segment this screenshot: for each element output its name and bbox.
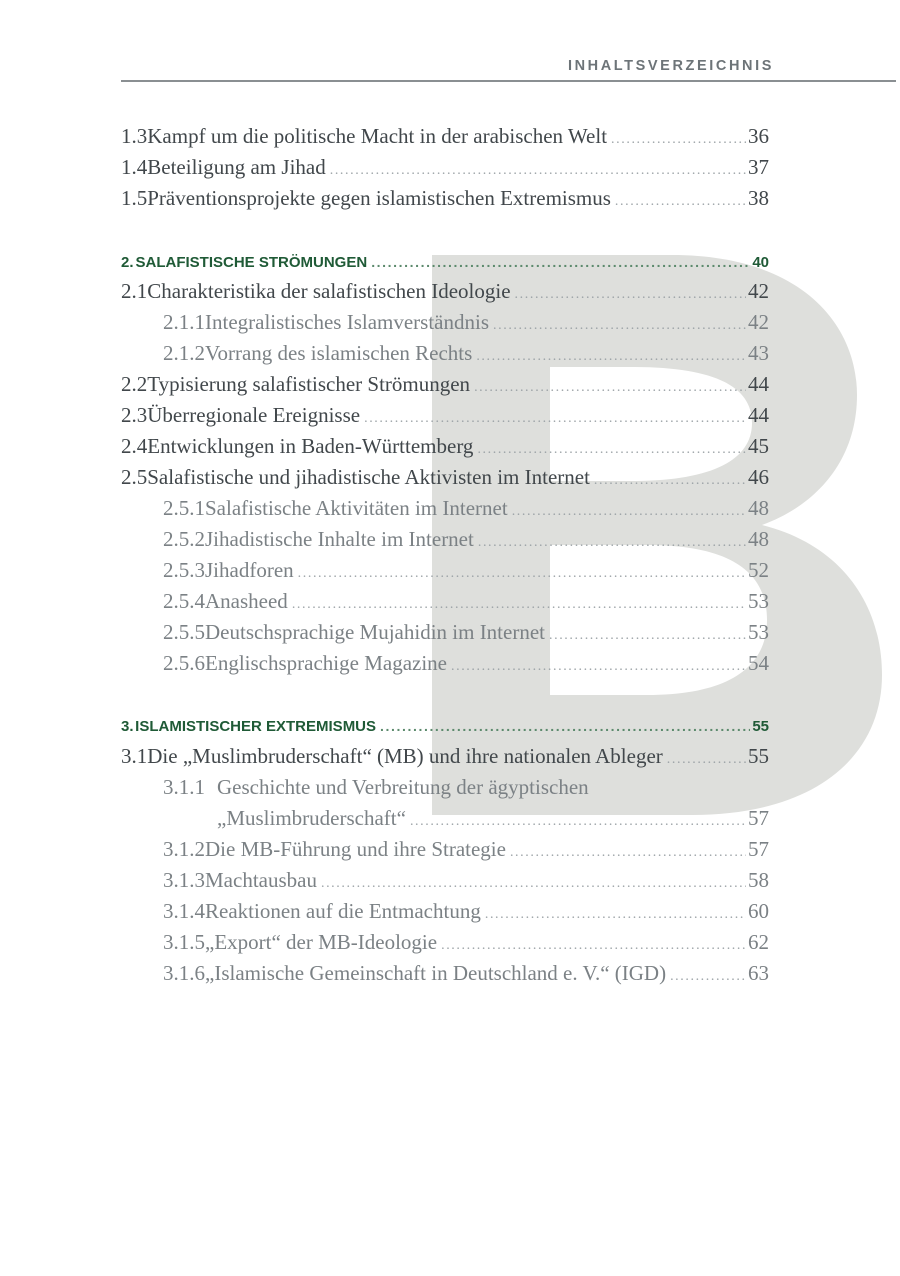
toc-entry-number: 2.5: [121, 465, 148, 489]
toc-entry-number: 1.5: [121, 186, 148, 210]
dot-leader: [476, 349, 746, 365]
dot-leader: [410, 814, 746, 830]
toc-entry-page: 46: [748, 465, 769, 489]
toc-entry-number: 2.2: [121, 372, 148, 396]
toc-subentry-number: 2.5.2: [163, 527, 205, 551]
dot-leader: [493, 318, 746, 334]
toc-subentry-page: 48: [748, 496, 769, 520]
toc-entry-page: 42: [748, 279, 769, 303]
dot-leader: [380, 718, 750, 734]
toc-subentry-title: Jihadistische Inhalte im Internet: [205, 527, 474, 551]
toc-entry-page: 44: [748, 372, 769, 396]
toc-subentry[interactable]: [163, 589, 769, 614]
toc-entry-page: 37: [748, 155, 769, 179]
dot-leader: [478, 535, 746, 551]
toc-subentry-title: Salafistische Aktivitäten im Internet: [205, 496, 508, 520]
toc-entry[interactable]: [121, 465, 769, 490]
header-title: INHALTSVERZEICHNIS: [567, 58, 774, 74]
toc-subentry-number: 2.5.3: [163, 558, 205, 582]
toc-entry-title: Überregionale Ereignisse: [147, 403, 361, 427]
toc-subentry[interactable]: [163, 868, 769, 893]
toc-entry[interactable]: [121, 434, 769, 459]
toc-section-heading[interactable]: [121, 718, 769, 735]
toc-subentry-title: „Export“ der MB-Ideologie: [205, 930, 438, 954]
toc-subentry-title: Vorrang des islamischen Rechts: [205, 341, 473, 365]
dot-leader: [321, 876, 746, 892]
toc-entry-title: Typisierung salafistischer Strömungen: [147, 372, 471, 396]
toc-subentry-number: 3.1.1: [163, 775, 205, 799]
toc-subentry-continuation[interactable]: [217, 806, 769, 831]
toc-entry-page: 38: [748, 186, 769, 210]
dot-leader: [292, 597, 746, 613]
toc-entry[interactable]: [121, 279, 769, 304]
toc-entry-number: 1.4: [121, 155, 148, 179]
toc-entry-page: 55: [748, 744, 769, 768]
dot-leader: [512, 504, 746, 520]
dot-leader: [594, 473, 746, 489]
running-header: [121, 52, 896, 82]
toc-subentry[interactable]: [163, 496, 769, 521]
toc-entry-title: Salafistische und jihadistische Aktivisten im Internet: [147, 465, 590, 489]
toc-subentry-number: 3.1.2: [163, 837, 205, 861]
dot-leader: [441, 938, 746, 954]
toc-subentry-title: Englischsprachige Magazine: [205, 651, 447, 675]
toc-subentry-page: 58: [748, 868, 769, 892]
toc-entry[interactable]: [121, 744, 769, 769]
toc-entry[interactable]: [121, 155, 769, 180]
toc-entry[interactable]: [121, 372, 769, 397]
dot-leader: [611, 132, 746, 148]
toc-entry-page: 36: [748, 124, 769, 148]
toc-entry-number: 1.3: [121, 124, 148, 148]
toc-subentry-number: 2.5.4: [163, 589, 205, 613]
toc-section-page: 40: [752, 254, 769, 271]
toc-subentry[interactable]: [163, 341, 769, 366]
dot-leader: [510, 845, 746, 861]
toc-subentry-page: 53: [748, 589, 769, 613]
toc-subentry[interactable]: [163, 961, 769, 986]
toc-subentry-page: 52: [748, 558, 769, 582]
toc-subentry-title: Die MB-Führung und ihre Strategie: [205, 837, 506, 861]
dot-leader: [330, 163, 746, 179]
toc-entry-number: 2.1: [121, 279, 148, 303]
toc-entry-number: 3.1: [121, 744, 148, 768]
toc-subentry-title: Jihadforen: [205, 558, 294, 582]
toc-subentry-page: 62: [748, 930, 769, 954]
toc-section-number: 3.: [121, 718, 134, 735]
toc-subentry-title: Anasheed: [205, 589, 288, 613]
toc-subentry[interactable]: [163, 558, 769, 583]
toc-subentry-title: Reaktionen auf die Entmachtung: [205, 899, 481, 923]
dot-leader: [615, 194, 746, 210]
toc-subentry[interactable]: [163, 310, 769, 335]
toc-subentry-number: 2.5.1: [163, 496, 205, 520]
dot-leader: [298, 566, 746, 582]
toc-section-title: ISLAMISTISCHER EXTREMISMUS: [135, 718, 377, 735]
toc-subentry-page: 60: [748, 899, 769, 923]
toc-subentry-number: 2.5.5: [163, 620, 205, 644]
toc-entry-title: Entwicklungen in Baden-Württemberg: [147, 434, 474, 458]
toc-entry[interactable]: [121, 124, 769, 149]
toc-subentry-title: Geschichte und Verbreitung der ägyptischen: [217, 775, 589, 799]
dot-leader: [549, 628, 746, 644]
toc-subentry[interactable]: [163, 620, 769, 645]
toc-subentry[interactable]: [163, 930, 769, 955]
dot-leader: [364, 411, 746, 427]
toc-subentry-page: 63: [748, 961, 769, 985]
dot-leader: [485, 907, 746, 923]
toc-subentry[interactable]: [163, 527, 769, 552]
toc-section-heading[interactable]: [121, 254, 769, 271]
toc-subentry-title: Integralistisches Islamverständnis: [205, 310, 490, 334]
dot-leader: [451, 659, 746, 675]
toc-subentry-number: 3.1.3: [163, 868, 205, 892]
toc-entry-number: 2.3: [121, 403, 148, 427]
toc-section-page: 55: [752, 718, 769, 735]
toc-subentry[interactable]: [163, 899, 769, 924]
toc-subentry-title: Machtausbau: [205, 868, 317, 892]
toc-subentry-number: 3.1.4: [163, 899, 205, 923]
toc-entry-number: 2.4: [121, 434, 148, 458]
toc-section-title: SALAFISTISCHE STRÖMUNGEN: [135, 254, 368, 271]
toc-entry-page: 45: [748, 434, 769, 458]
toc-subentry-title-continued: „Muslimbruderschaft“: [217, 806, 406, 830]
dot-leader: [667, 752, 746, 768]
toc-subentry-page: 54: [748, 651, 769, 675]
toc-entry-title: Kampf um die politische Macht in der arabischen Welt: [147, 124, 608, 148]
toc-subentry[interactable]: [163, 651, 769, 676]
toc-subentry-page: 53: [748, 620, 769, 644]
toc-entry-page: 44: [748, 403, 769, 427]
toc-subentry-title: Deutschsprachige Mujahidin im Internet: [205, 620, 545, 644]
toc-subentry-number: 3.1.6: [163, 961, 205, 985]
toc-subentry-page: 57: [748, 837, 769, 861]
dot-leader: [515, 287, 746, 303]
toc-subentry-number: 3.1.5: [163, 930, 205, 954]
toc-subentry-title: „Islamische Gemeinschaft in Deutschland e. V.“ (IGD): [205, 961, 667, 985]
dot-leader: [477, 442, 746, 458]
toc-entry[interactable]: [121, 186, 769, 211]
toc-subentry-number: 2.1.2: [163, 341, 205, 365]
toc-subentry-page: 48: [748, 527, 769, 551]
dot-leader: [474, 380, 746, 396]
toc-entry[interactable]: [121, 403, 769, 428]
toc-subentry-page: 42: [748, 310, 769, 334]
toc-subentry-page: 43: [748, 341, 769, 365]
toc-entry-title: Beteiligung am Jihad: [147, 155, 326, 179]
toc-subentry-number: 2.1.1: [163, 310, 205, 334]
toc-subentry-number: 2.5.6: [163, 651, 205, 675]
toc-entry-title: Die „Muslimbruderschaft“ (MB) und ihre nationalen Ableger: [147, 744, 663, 768]
toc-subentry[interactable]: [163, 775, 769, 800]
toc-section-number: 2.: [121, 254, 134, 271]
dot-leader: [670, 969, 746, 985]
toc-subentry[interactable]: [163, 837, 769, 862]
toc-entry-title: Präventionsprojekte gegen islamistischen Extremismus: [147, 186, 611, 210]
toc-entry-title: Charakteristika der salafistischen Ideologie: [147, 279, 511, 303]
dot-leader: [371, 254, 750, 270]
toc-subentry-page: 57: [748, 806, 769, 830]
